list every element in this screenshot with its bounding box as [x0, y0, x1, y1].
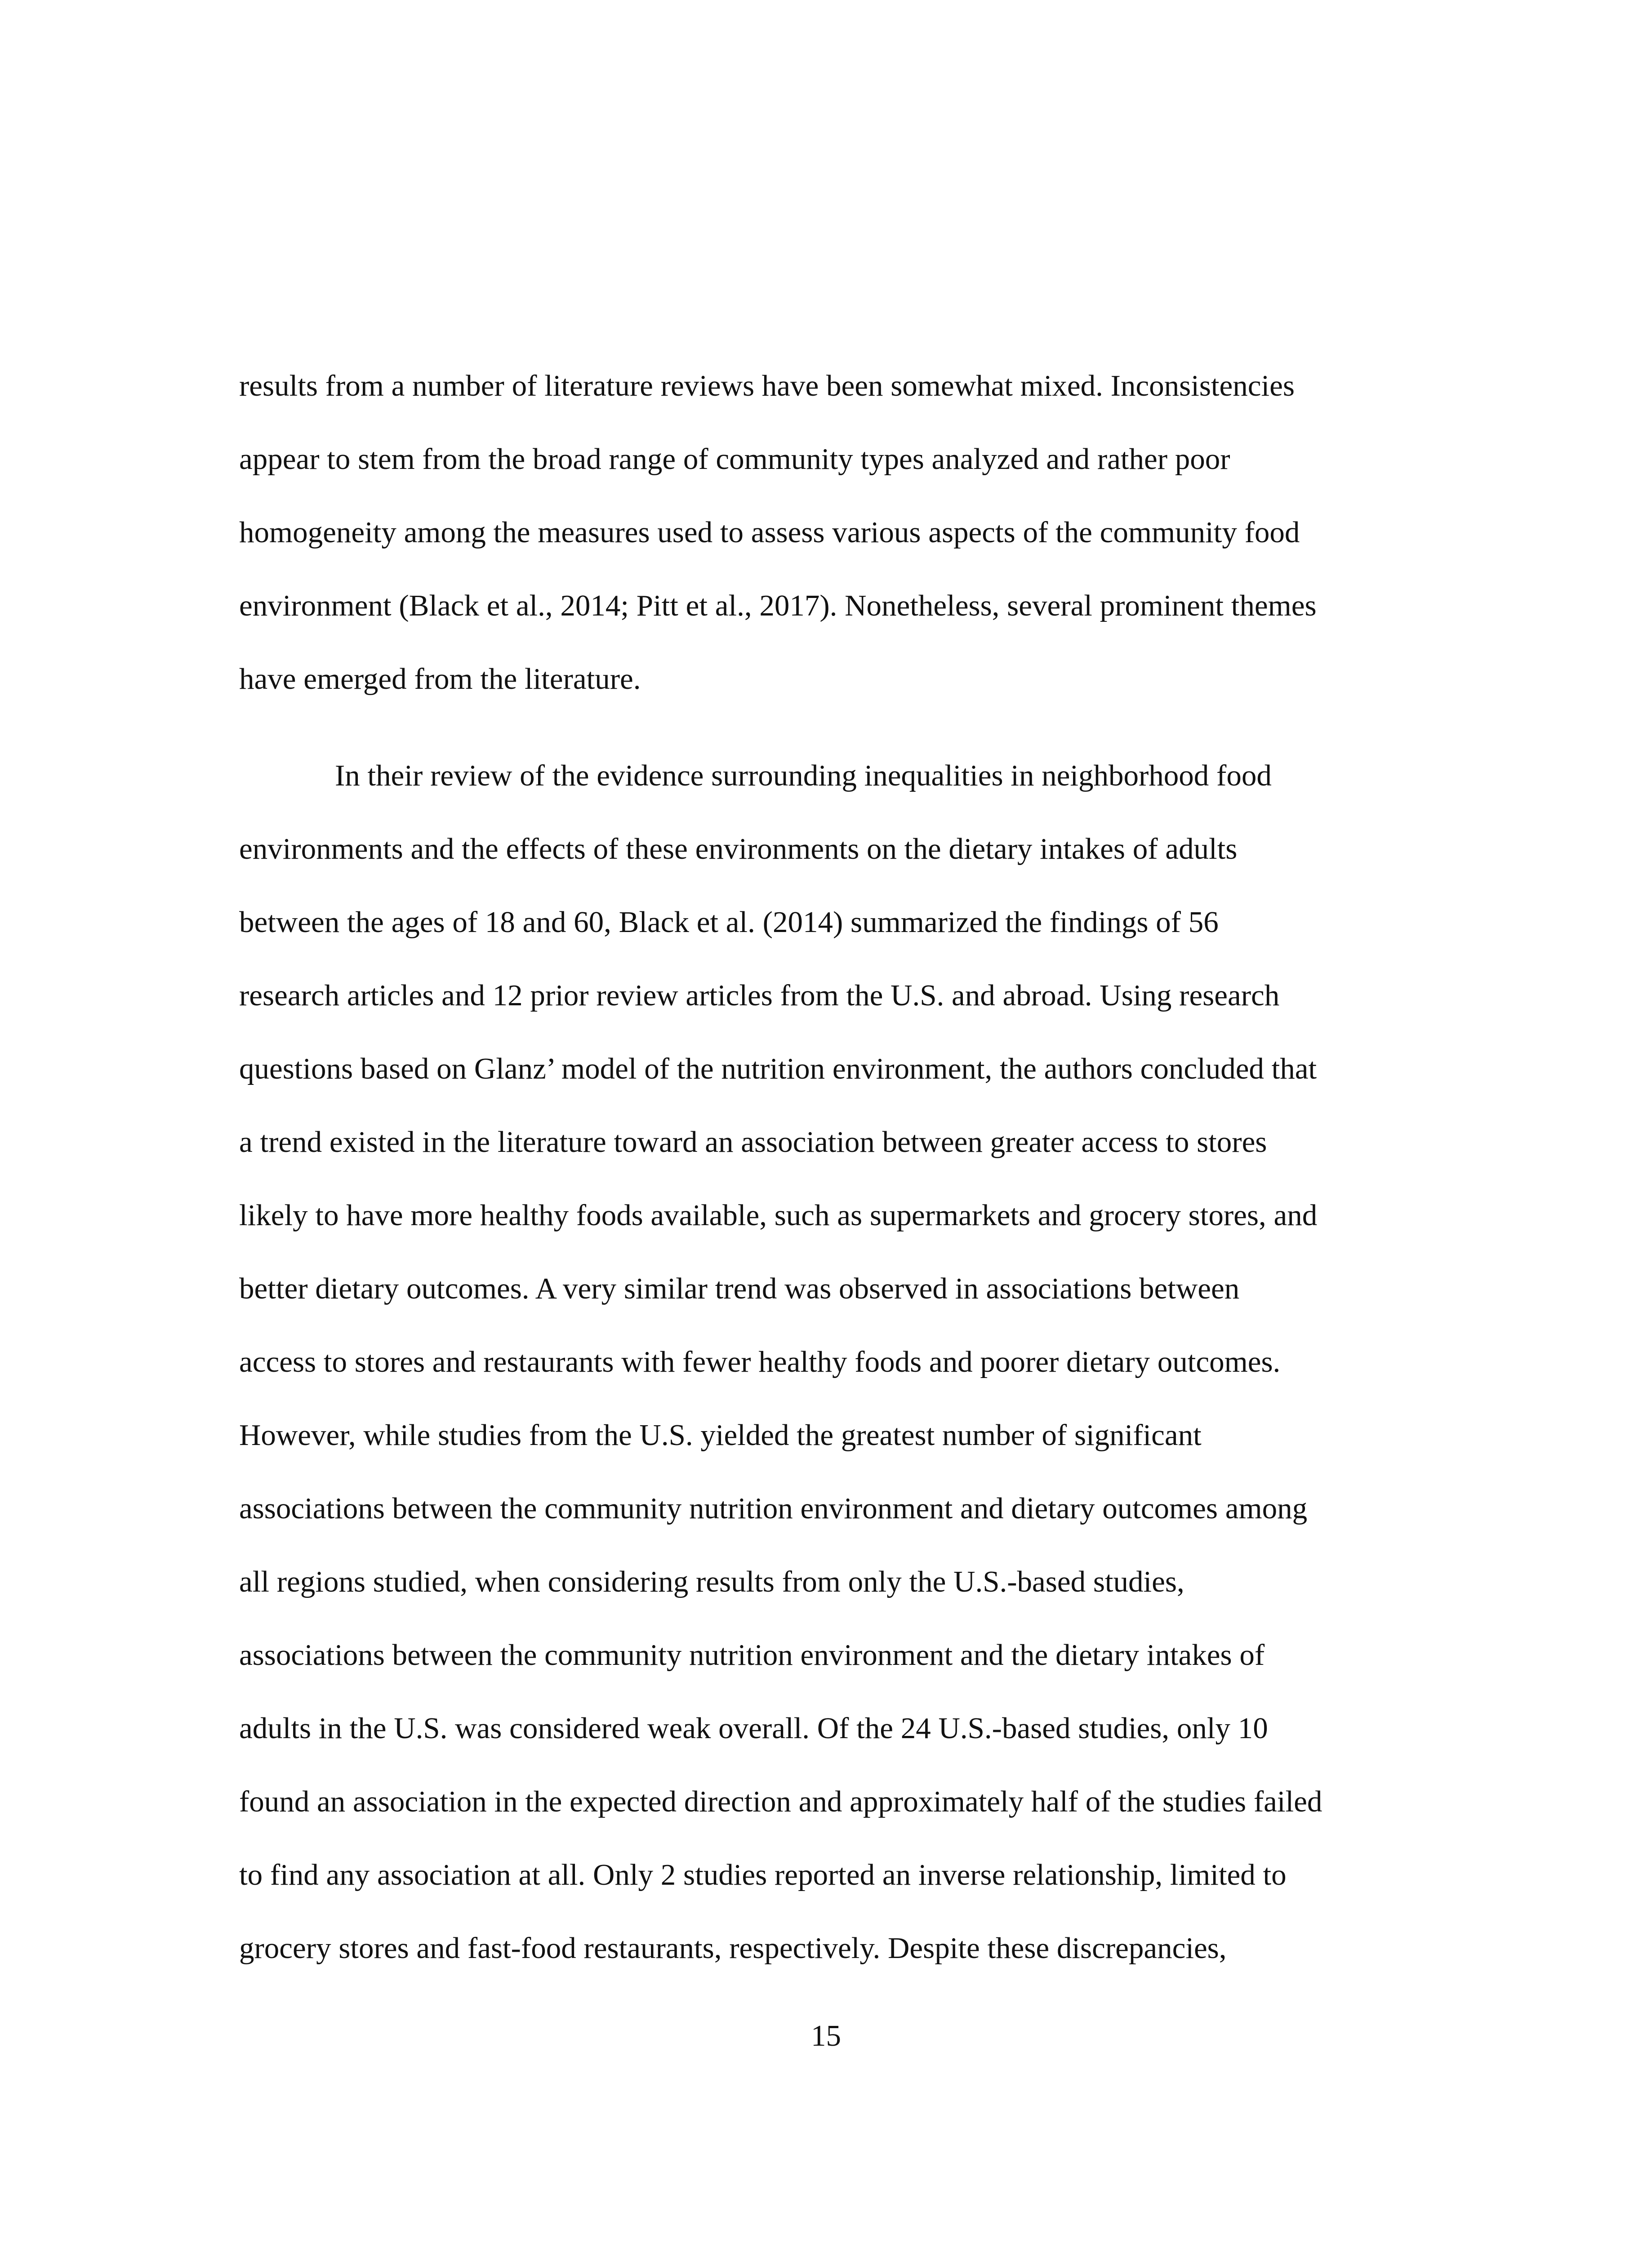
text-line: homogeneity among the measures used to assess various aspects of the community food	[239, 516, 1300, 549]
text-line: better dietary outcomes. A very similar trend was observed in associations between	[239, 1272, 1240, 1305]
text-line: research articles and 12 prior review articles from the U.S. and abroad. Using research	[239, 979, 1280, 1012]
text-line: likely to have more healthy foods available, such as supermarkets and grocery stores, and	[239, 1199, 1318, 1232]
text-line: results from a number of literature reviews have been somewhat mixed. Inconsistencies	[239, 369, 1295, 402]
text-line: environments and the effects of these environments on the dietary intakes of adults	[239, 832, 1238, 865]
text-line: environment (Black et al., 2014; Pitt et al., 2017). Nonetheless, several prominent themes	[239, 589, 1317, 622]
text-line: have emerged from the literature.	[239, 662, 641, 696]
text-line: However, while studies from the U.S. yielded the greatest number of significant	[239, 1418, 1202, 1452]
text-line: appear to stem from the broad range of community types analyzed and rather poor	[239, 442, 1230, 476]
text-line: associations between the community nutrition environment and dietary outcomes among	[239, 1492, 1308, 1525]
text-line: In their review of the evidence surrounding inequalities in neighborhood food	[335, 759, 1272, 792]
text-line: associations between the community nutrition environment and the dietary intakes of	[239, 1638, 1265, 1672]
text-line: adults in the U.S. was considered weak overall. Of the 24 U.S.-based studies, only 10	[239, 1712, 1268, 1745]
text-line: access to stores and restaurants with fewer healthy foods and poorer dietary outcomes.	[239, 1345, 1281, 1378]
text-line: grocery stores and fast-food restaurants, respectively. Despite these discrepancies,	[239, 1931, 1227, 1965]
text-line: found an association in the expected direction and approximately half of the studies failed	[239, 1785, 1322, 1818]
text-line: questions based on Glanz’ model of the nutrition environment, the authors concluded that	[239, 1052, 1317, 1085]
text-line: between the ages of 18 and 60, Black et al. (2014) summarized the findings of 56	[239, 905, 1219, 939]
text-line: all regions studied, when considering results from only the U.S.-based studies,	[239, 1565, 1184, 1598]
page-number: 15	[811, 2019, 841, 2052]
text-line: a trend existed in the literature toward an association between greater access to stores	[239, 1125, 1267, 1159]
text-line: to find any association at all. Only 2 studies reported an inverse relationship, limited to	[239, 1858, 1287, 1891]
